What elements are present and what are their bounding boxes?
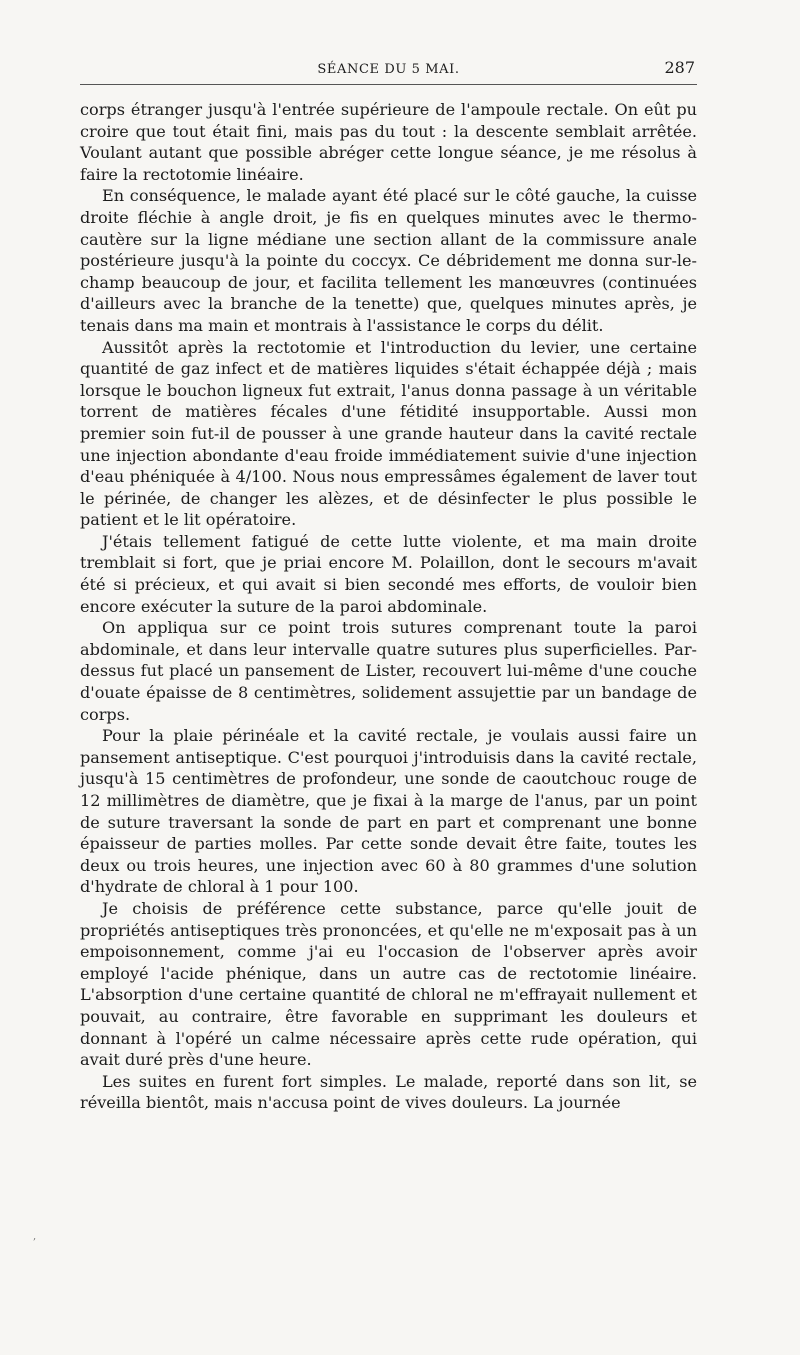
body-text — [80, 99, 697, 1114]
header-title: SÉANCE DU 5 MAI. — [317, 62, 460, 77]
paragraph: Je choisis de préférence cette substance, parce qu'elle jouit de propriétés antiseptiques très prononcées, et qu'elle ne m'exposait pas à un empoisonnement, comme j'ai eu l'occasion de l'observer après avoir employé l'acide phénique, dans un autre cas de rectotomie linéaire. L'absorption d'une certaine quantité de chloral ne m'effrayait nullement et pouvait, au contraire, être favorable en supprimant les douleurs et donnant à l'opéré un calme nécessaire après cette rude opération, qui avait duré près d'une heure. — [80, 898, 697, 1070]
paragraph: En conséquence, le malade ayant été placé sur le côté gauche, la cuisse droite fléchie à angle droit, je fis en quelques minutes avec le thermo-cautère sur la ligne médiane une section allant de la commissure anale postérieure jusqu'à la pointe du coccyx. Ce débridement me donna sur-le-champ beaucoup de jour, et facilita tellement les manœuvres (continuées d'ailleurs avec la branche de la tenette) que, quelques minutes après, je tenais dans ma main et montrais à l'assistance le corps du délit. — [80, 186, 697, 335]
paragraph: J'étais tellement fatigué de cette lutte violente, et ma main droite tremblait si fort, que je priai encore M. Polaillon, dont le secours m'avait été si précieux, et qui avait si bien secondé mes efforts, de vouloir bien encore exécuter la suture de la paroi abdominale. — [80, 531, 697, 616]
margin-mark: , — [33, 1231, 37, 1242]
paragraph: Pour la plaie périnéale et la cavité rectale, je voulais aussi faire un pansement antiseptique. C'est pourquoi j'introduisis dans la cavité rectale, jusqu'à 15 centimètres de profondeur, une sonde de caoutchouc rouge de 12 millimètres de diamètre, que je fixai à la marge de l'anus, par un point de suture traversant la sonde de part en part et comprenant une bonne épaisseur de parties molles. Par cette sonde devait être faite, toutes les deux ou trois heures, une injection avec 60 à 80 grammes d'une solution d'hydrate de chloral à 1 pour 100. — [80, 726, 697, 897]
page-number: 287 — [664, 58, 695, 77]
document-page — [80, 58, 697, 1114]
paragraph: Les suites en furent fort simples. Le malade, reporté dans son lit, se réveilla bientôt, mais n'accusa point de vives douleurs. La journée — [80, 1071, 697, 1113]
paragraph: corps étranger jusqu'à l'entrée supérieure de l'ampoule rectale. On eût pu croire que tout était fini, mais pas du tout : la descente semblait arrêtée. Voulant autant que possible abréger cette longue séance, je me résolus à faire la rectotomie linéaire. — [80, 100, 697, 184]
paragraph: On appliqua sur ce point trois sutures comprenant toute la paroi abdominale, et dans leur intervalle quatre sutures plus superficielles. Par-dessus fut placé un pansement de Lister, recouvert lui-même d'une couche d'ouate épaisse de 8 centimètres, solidement assujettie par un bandage de corps. — [80, 618, 697, 724]
running-header — [80, 58, 697, 85]
paragraph: Aussitôt après la rectotomie et l'introduction du levier, une certaine quantité de gaz infect et de matières liquides s'était échappée déjà ; mais lorsque le bouchon ligneux fut extrait, l'anus donna passage à un véritable torrent de matières fécales d'une fétidité insupportable. Aussi mon premier soin fut-il de pousser à une grande hauteur dans la cavité rectale une injection abondante d'eau froide immédiatement suivie d'une injection d'eau phéniquée à 4/100. Nous nous empressâmes également de laver tout le périnée, de changer les alèzes, et de désinfecter le plus possible le patient et le lit opératoire. — [80, 337, 697, 530]
